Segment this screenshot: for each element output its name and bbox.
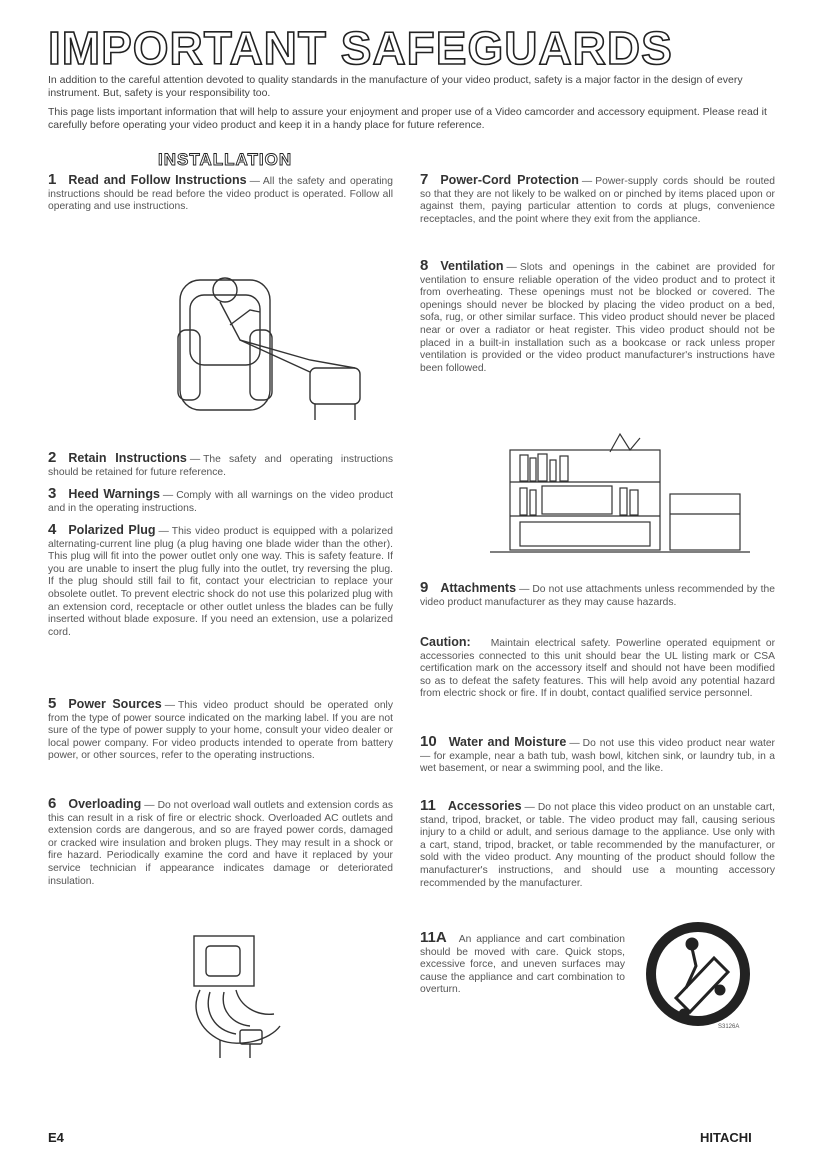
item-heading: Accessories [447,799,522,813]
item-body: This video product is equipped with a polarized alternating-current line plug (a plug having one blade wider than the other). This plug will fit into the power outlet only one way. This is safety feature. If you are unable to insert the plug fully into the outlet, try reversing the plug. If the plug should still fail to fit, contact your electrician to replace your obsolete outlet. To prevent electric shock do not use this polarized plug with an extension cord, receptacle or other outlet unless the blades can be fully inserted without blade exposure. If you need an extension, use a polarized cord. [48,526,393,638]
item-body: Power-supply cords should be routed so that they are not likely to be walked on or pinched by items placed upon or against them, paying particular attention to cords at plugs, convenience receptacles, and the point where they exit from the appliance. [420,176,776,225]
item-heading: Polarized Plug [68,523,156,537]
cart-tip-over-warning-icon [636,918,766,1038]
item-heading: Overloading [68,797,142,811]
item-11a [420,929,625,997]
item-body: Do not place this video product on an unstable cart, stand, tripod, bracket, or table. The video product may fall, causing serious injury to a child or adult, and serious damage to the appliance. Use only with a cart, stand, tripod, bracket, or table recommended by the manufacturer, or sold with the video product. Any mounting of the product should follow the manufacturer's instructions, and should use a mounting accessory recommended by the manufacturer. [420,802,775,889]
item-number: 11A [420,929,447,946]
item-6 [48,795,393,888]
item-number: 2 [48,449,57,466]
item-number: 1 [48,171,57,188]
caution-note [420,636,775,701]
item-5 [48,695,393,763]
overloaded-outlet-illustration [180,930,290,1060]
bookcase-illustration [490,430,750,560]
item-heading: Retain Instructions [68,451,187,465]
dash: — [164,700,175,711]
dash: — [158,526,169,537]
dash: — [162,490,174,501]
page-title: IMPORTANT SAFEGUARDS [48,22,673,74]
dash: — [581,176,593,187]
item-heading: Water and Moisture [448,735,567,749]
dash: — [569,738,580,749]
person-in-chair-illustration [170,250,370,430]
item-heading: Heed Warnings [68,487,160,501]
item-number: 7 [420,171,429,188]
caution-heading: Caution: [420,635,471,649]
figure-label: S3126A [718,1024,740,1030]
dash: — [144,800,155,811]
page-number: E4 [48,1130,64,1145]
item-heading: Power-Cord Protection [440,173,579,187]
dash: — [524,802,535,813]
dash: — [506,262,517,273]
intro-paragraph-1: In addition to the careful attention devoted to quality standards in the manufacture of your video product, safety is a major factor in the design of every instrument. But, safety is your responsibility too. [48,74,743,99]
item-heading: Attachments [440,581,517,595]
item-number: 10 [420,733,437,750]
item-3 [48,485,393,515]
item-11 [420,797,775,890]
item-body: Do not use attachments unless recommended by the video product manufacturer as they may cause hazards. [420,584,775,608]
item-2 [48,449,393,479]
dash: — [189,454,201,465]
item-number: 9 [420,579,429,596]
item-body: Do not use this video product near water — for example, near a bath tub, wash bowl, kitchen sink, or laundry tub, in a wet basement, or near a swimming pool, and the like. [420,738,775,775]
item-body: This video product should be operated only from the type of power source indicated on the marking label. If you are not sure of the type of power supply to your home, consult your video dealer or local power company. For video products intended to operate from battery power, or other sources, refer to the operating instructions. [48,700,393,762]
item-1 [48,171,393,214]
item-8 [420,257,775,375]
item-body: The safety and operating instructions should be retained for future reference. [48,454,393,478]
item-body: Comply with all warnings on the video product and in the operating instructions. [48,490,393,514]
item-number: 3 [48,485,57,502]
dash: — [249,176,260,187]
item-number: 11 [420,797,436,814]
item-7 [420,171,776,226]
item-heading: Power Sources [68,697,162,711]
item-number: 8 [420,257,429,274]
brand-name: HITACHI [700,1130,752,1145]
caution-body: Maintain electrical safety. Powerline operated equipment or accessories connected to this unit should bear the UL listing mark or CSA certification mark on the accessory itself and should not have been modified so as to defeat the safety features. This will help avoid any potential hazard from electric shock or fire. If in doubt, contact qualified service personnel. [420,638,775,700]
section-title-installation: INSTALLATION [158,150,293,169]
item-heading: Read and Follow Instructions [68,173,247,187]
item-number: 4 [48,521,57,538]
item-body: Do not overload wall outlets and extension cords as this can result in a risk of fire or electric shock. Overloaded AC outlets and extension cords are dangerous, and so are frayed power cords, damaged or cracked wire insulation and broken plugs. They may result in a shock or fire hazard. Periodically examine the cord and have it replaced by your service technician if appearance indicates damage or deteriorated insulation. [48,800,393,887]
item-body: All the safety and operating instructions should be read before the video product is operated. Follow all operating and use instructions. [48,176,393,213]
intro-paragraph-2: This page lists important information that will help to assure your enjoyment and proper use of a Video camcorder and accessory equipment. Please read it carefully before operating your video product and keep it in a handy place for future reference. [48,106,767,131]
item-heading: Ventilation [440,259,504,273]
item-4 [48,521,393,639]
item-9 [420,579,775,609]
dash: — [519,584,530,595]
item-body: Slots and openings in the cabinet are provided for ventilation to ensure reliable operation of the video product and to protect it from overheating. These openings must not be blocked or covered. The openings should never be blocked by placing the video product on a bed, sofa, rug, or other similar surface. This video product should never be placed near or over a radiator or heat register. This video product should not be placed in a built-in installation such as a bookcase or rack unless proper ventilation is provided or the video product manufacturer's instructions have been followed. [420,262,775,374]
item-10 [420,733,775,776]
item-number: 6 [48,795,57,812]
item-body: An appliance and cart combination should be moved with care. Quick stops, excessive force, and uneven surfaces may cause the appliance and cart combination to overturn. [420,934,625,996]
item-number: 5 [48,695,57,712]
